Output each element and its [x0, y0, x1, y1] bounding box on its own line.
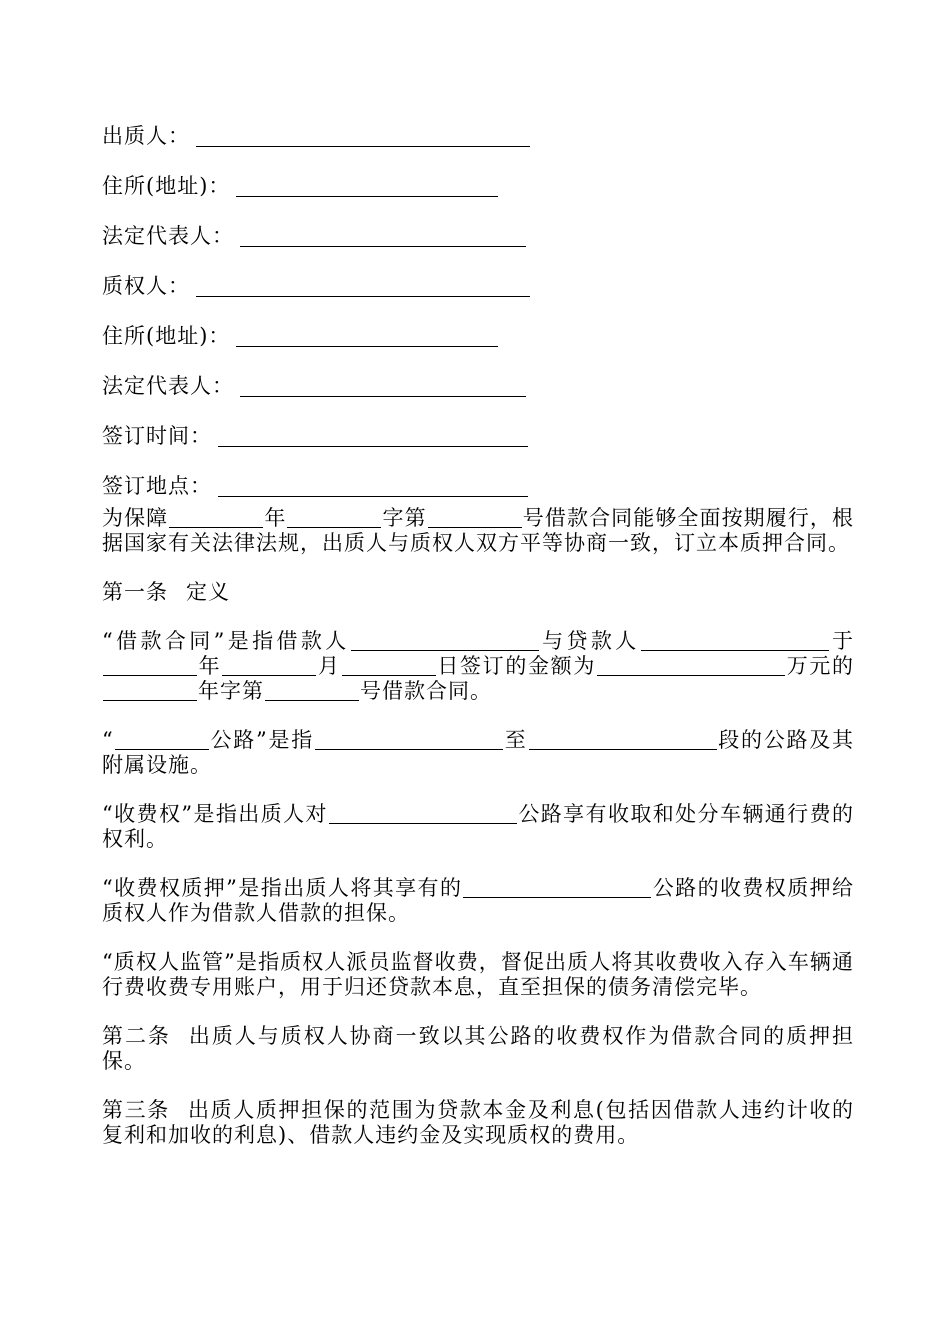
- pledgee-blank[interactable]: [196, 268, 530, 297]
- pledgor-address-label: 住所(地址)：: [102, 174, 231, 198]
- intro-blank-1[interactable]: [169, 509, 263, 528]
- pledgor-blank[interactable]: [196, 118, 530, 147]
- sign-place-field: [102, 468, 854, 506]
- intro-blank-2[interactable]: [287, 509, 381, 528]
- article-2-text: 出质人与质权人协商一致以其公路的收费权作为借款合同的质押担保。: [102, 1024, 855, 1073]
- pledgor-address-blank[interactable]: [236, 168, 498, 197]
- sign-place-label: 签订地点：: [102, 474, 212, 498]
- pledgee-rep-label: 法定代表人：: [102, 374, 234, 398]
- def3-text-a: “收费权”是指出质人对: [102, 802, 328, 826]
- article-1-number: 第一条: [102, 580, 168, 604]
- year-blank[interactable]: [103, 657, 197, 676]
- article-1-heading: [102, 580, 854, 605]
- def4-text-a: “收费权质押”是指出质人将其享有的: [102, 876, 463, 900]
- day-blank[interactable]: [342, 657, 436, 676]
- article-3: [102, 1098, 854, 1148]
- def1-text-b: 与贷款人: [539, 629, 640, 653]
- definition-highway: [102, 728, 854, 778]
- pledgee-rep-field: [102, 368, 854, 418]
- lender-blank[interactable]: [641, 632, 829, 651]
- def2-text-d: 段的公路及其附属设施。: [102, 728, 854, 777]
- pledgor-address-field: [102, 168, 854, 218]
- intro-blank-3[interactable]: [428, 509, 522, 528]
- article-3-number: 第三条: [102, 1098, 170, 1122]
- def1-text-e: 月: [317, 654, 341, 678]
- intro-text-a: 为保障: [102, 506, 169, 530]
- article-1-title: 定义: [186, 580, 230, 604]
- amount-blank[interactable]: [597, 657, 785, 676]
- def2-text-b: 公路”是指: [209, 728, 314, 752]
- contract-year-blank[interactable]: [103, 682, 197, 701]
- pledgee-rep-blank[interactable]: [240, 368, 526, 397]
- def2-text-c: 至: [504, 728, 528, 752]
- pledge-highway-blank[interactable]: [463, 879, 651, 898]
- def1-text-i: 号借款合同。: [360, 679, 492, 703]
- def1-text-c: 于: [829, 629, 854, 653]
- intro-paragraph: [102, 506, 854, 556]
- pledgee-field: [102, 268, 854, 318]
- def3-text-b: 公路享有收取和处分车辆通行费的权利。: [102, 802, 854, 851]
- highway-start-blank[interactable]: [315, 731, 503, 750]
- definition-pledgee-supervision: [102, 950, 854, 1000]
- def1-text-a: “借款合同”是指借款人: [102, 629, 350, 653]
- definition-toll-pledge: [102, 876, 854, 926]
- pledgee-label: 质权人：: [102, 274, 190, 298]
- article-2: [102, 1024, 854, 1074]
- definition-toll-right: [102, 802, 854, 852]
- def5-text: “质权人监管”是指质权人派员监督收费，督促出质人将其收费收入存入车辆通行费收费专用账户，用于归还贷款本息，直至担保的债务清偿完毕。: [102, 950, 854, 999]
- highway-end-blank[interactable]: [529, 731, 717, 750]
- pledgee-address-label: 住所(地址)：: [102, 324, 231, 348]
- highway-name-blank[interactable]: [115, 731, 209, 750]
- intro-text-d: 号借款合同能够全面按期履行，根据国家有关法律法规，出质人与质权人双方平等协商一致，订立本质押合同。: [102, 506, 855, 555]
- pledgor-field: [102, 118, 854, 168]
- article-3-text: 出质人质押担保的范围为贷款本金及利息(包括因借款人违约计收的复利和加收的利息)、借款人违约金及实现质权的费用。: [102, 1098, 854, 1147]
- intro-text-c: 字第: [382, 506, 427, 530]
- sign-time-blank[interactable]: [218, 418, 528, 447]
- pledgee-address-blank[interactable]: [236, 318, 498, 347]
- def1-text-h: 年字第: [198, 679, 264, 703]
- borrower-blank[interactable]: [351, 632, 539, 651]
- def1-text-d: 年: [198, 654, 222, 678]
- intro-text-b: 年: [264, 506, 287, 530]
- pledgor-label: 出质人：: [102, 124, 190, 148]
- pledgee-address-field: [102, 318, 854, 368]
- pledgor-rep-field: [102, 218, 854, 268]
- def1-text-g: 万元的: [786, 654, 855, 678]
- sign-place-blank[interactable]: [218, 468, 528, 497]
- contract-number-blank[interactable]: [265, 682, 359, 701]
- month-blank[interactable]: [222, 657, 316, 676]
- pledgor-rep-blank[interactable]: [240, 218, 526, 247]
- definition-loan-contract: [102, 629, 854, 704]
- pledgor-rep-label: 法定代表人：: [102, 224, 234, 248]
- article-2-number: 第二条: [102, 1024, 171, 1048]
- def4-text-b: 公路的收费权质押给质权人作为借款人借款的担保。: [102, 876, 854, 925]
- sign-time-label: 签订时间：: [102, 424, 212, 448]
- sign-time-field: [102, 418, 854, 468]
- def2-text-a: “: [102, 728, 114, 752]
- toll-highway-blank[interactable]: [329, 805, 517, 824]
- def1-text-f: 日签订的金额为: [436, 654, 597, 678]
